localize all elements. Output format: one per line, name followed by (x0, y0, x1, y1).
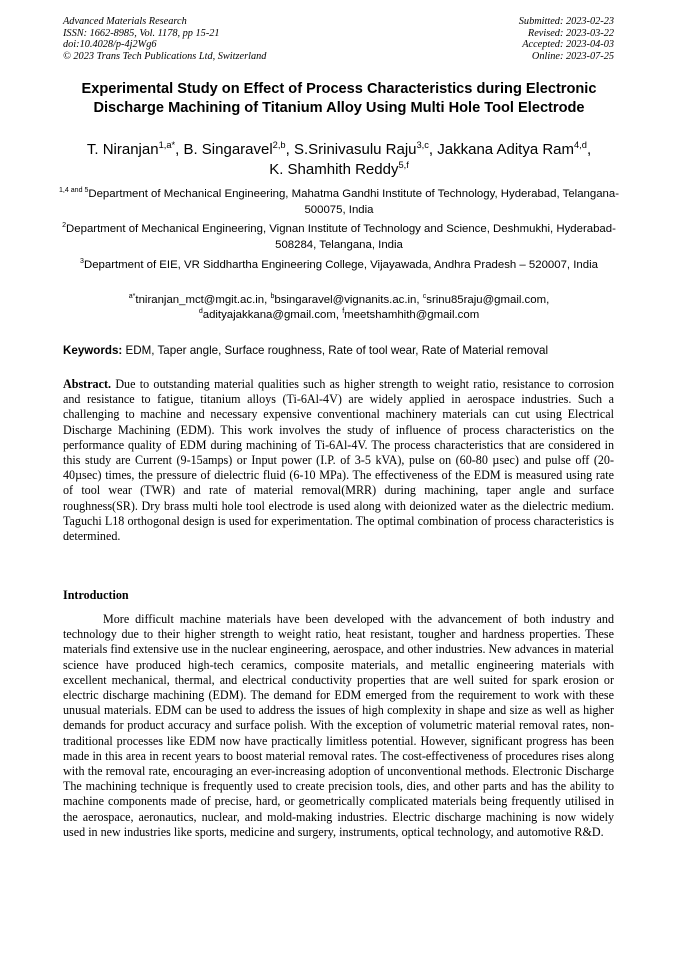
affiliation (55, 221, 623, 253)
email-link[interactable]: srinu85raju@gmail.com (426, 294, 547, 306)
affiliation (55, 257, 623, 273)
email-link[interactable]: adityajakkana@gmail.com (202, 309, 336, 321)
author-name: Jakkana Aditya Ram (437, 141, 575, 158)
abstract (63, 377, 614, 544)
journal-name: Advanced Materials Research (63, 16, 187, 27)
author-affiliation-marker: 2,b (272, 140, 286, 150)
abstract-label: Abstract. (63, 377, 112, 391)
accepted-date: Accepted: 2023-04-03 (522, 39, 614, 50)
email-list: $^{a*}$tniranjan_mct@mgit.ac.in, $^b$bsingaravel@vignanits.ac.in, $^c$srinu85raju@gmail.com, $^d$adityajakkana@gmail.com, $^f$meetshamhith@gmail.com (128, 293, 550, 321)
affiliation-marker: 2 (62, 222, 67, 230)
author-affiliation-marker: 5,f (398, 160, 409, 170)
keywords-label: Keywords: (63, 344, 123, 357)
author-name: B. Singaravel (183, 141, 273, 158)
author-affiliation-marker: 4,d (574, 140, 587, 150)
doi-line[interactable]: doi:10.4028/p-4j2Wg6 (63, 39, 157, 50)
author-name: S.Srinivasulu Raju (293, 141, 417, 158)
email-link[interactable]: tniranjan_mct@mgit.ac.in (135, 294, 265, 306)
affiliation-text: Department of Mechanical Engineering, Mahatma Gandhi Institute of Technology, Hyderabad, Telangana- 500075, India (88, 188, 619, 216)
paper-title: Experimental Study on Effect of Process Characteristics during Electronic Discharge Machining of Titanium Alloy Using Multi Hole Tool Electrode (81, 81, 597, 116)
submitted-date: Submitted: 2023-02-23 (518, 16, 614, 27)
copyright-line: © 2023 Trans Tech Publications Ltd, Switzerland (63, 50, 267, 62)
affiliation (55, 186, 623, 218)
author-list: T. Niranjan$^{1,a*}$, B. Singaravel$^{2,b}$, S.Srinivasulu Raju$^{3,c}$, Jakkana Aditya Ram$^{4,d}$, K. Shamhith Reddy$^{5,f}$ (86, 140, 592, 178)
publication-dates (519, 16, 614, 62)
introduction-paragraph: More difficult machine materials have been developed with the advancement of both industry and technology due to their higher strength to weight ratio, heat resistant, tougher and hardness properties. These materials find extensive use in the nuclear engineering, aerospace, and other industries. New advances in material science have produced high-tech ceramics, composite materials, and metallic engineering materials with excellent mechanical, thermal, and electrical conductivity properties that are well suited for spark erosion or electric discharge machining (EDM). The demand for EDM emerged from the requirement to work with these unusual materials. EDM can be used to address the issues of high complexity in shape and size as well as higher demands for product accuracy and surface polish. With the exception of volumetric material removal rates, non-traditional processes like EDM now have practically limitless potential. However, significant progress has been made in this area in recent years to boost material removal rates. The cost-effectiveness of procedures rises along with the removal rate, encouraging an ever-increasing adoption of unconventional methods. Electronic Discharge The machining technique is frequently used to create precision tools, dies, and other parts and has the ability to machine components made of precise, hard, or geometrically complicated materials being frequently utilised in the aerospace, aeronautics, nuclear, and mold-making industries. Electric discharge machining is now widely used in new industries like sports, medicine and surgery, instruments, optical technology, and automotive R&D. (63, 612, 614, 839)
email-marker: a* (128, 293, 136, 301)
affiliation-text: Department of Mechanical Engineering, Vignan Institute of Technology and Science, Deshmukhi, Hyderabad-508284, Telangana, India (66, 223, 616, 251)
affiliation-text: Department of EIE, VR Siddhartha Engineering College, Vijayawada, Andhra Pradesh – 520007, India (83, 259, 598, 271)
author-affiliation-marker: 3,c (416, 140, 429, 150)
affiliation-marker: 1,4 and 5 (58, 187, 89, 195)
online-date: Online: 2023-07-25 (531, 50, 614, 62)
email-marker: b (270, 293, 275, 301)
author-affiliation-marker: 1,a* (158, 140, 176, 150)
email-link[interactable]: meetshamhith@gmail.com (344, 309, 480, 321)
issn-line: ISSN: 1662-8985, Vol. 1178, pp 15-21 (63, 27, 220, 39)
introduction-heading: Introduction (63, 588, 129, 602)
email-marker: f (342, 308, 345, 316)
keywords-text: EDM, Taper angle, Surface roughness, Rate of tool wear, Rate of Material removal (125, 344, 549, 357)
revised-date: Revised: 2023-03-22 (527, 27, 614, 39)
abstract-text: Due to outstanding material qualities such as higher strength to weight ratio, resistance to corrosion and resistance to fatigue, titanium alloys (Ti-6Al-4V) are widely applied in aerospace industries. Such a challenging to machine and necessary expensive conventional machinery materials can cut using Electrical Discharge Machining (EDM). This work involves the study of influence of process characteristics on the performance quality of EDM during machining of Ti-6Al-4V. The process characteristics that are considered in this study are Current (9-15amps) or Input power (I.P. of 3-5 kVA), pulse on (60-80 µsec) and pulse off (20-40µsec) times, the pressure of dielectric fluid (6-10 MPa). The effectiveness of the EDM is measured using rate of tool wear (TWR) and rate of material removal(MRR) during machining, taper angle and surface roughness(SR). Dry brass multi hole tool electrode is used along with deionized water as the dielectric medium. Taguchi L18 orthogonal design is used for experimentation. The optimal combination of process characteristics is determined. (63, 377, 614, 544)
email-marker: d (198, 308, 203, 316)
email-marker: c (422, 293, 427, 301)
journal-info (63, 16, 266, 62)
author-name: T. Niranjan (86, 141, 159, 158)
keywords (63, 343, 623, 358)
affiliation-marker: 3 (80, 258, 84, 266)
author-name: K. Shamhith Reddy (269, 161, 399, 178)
email-link[interactable]: bsingaravel@vignanits.ac.in (274, 294, 417, 306)
